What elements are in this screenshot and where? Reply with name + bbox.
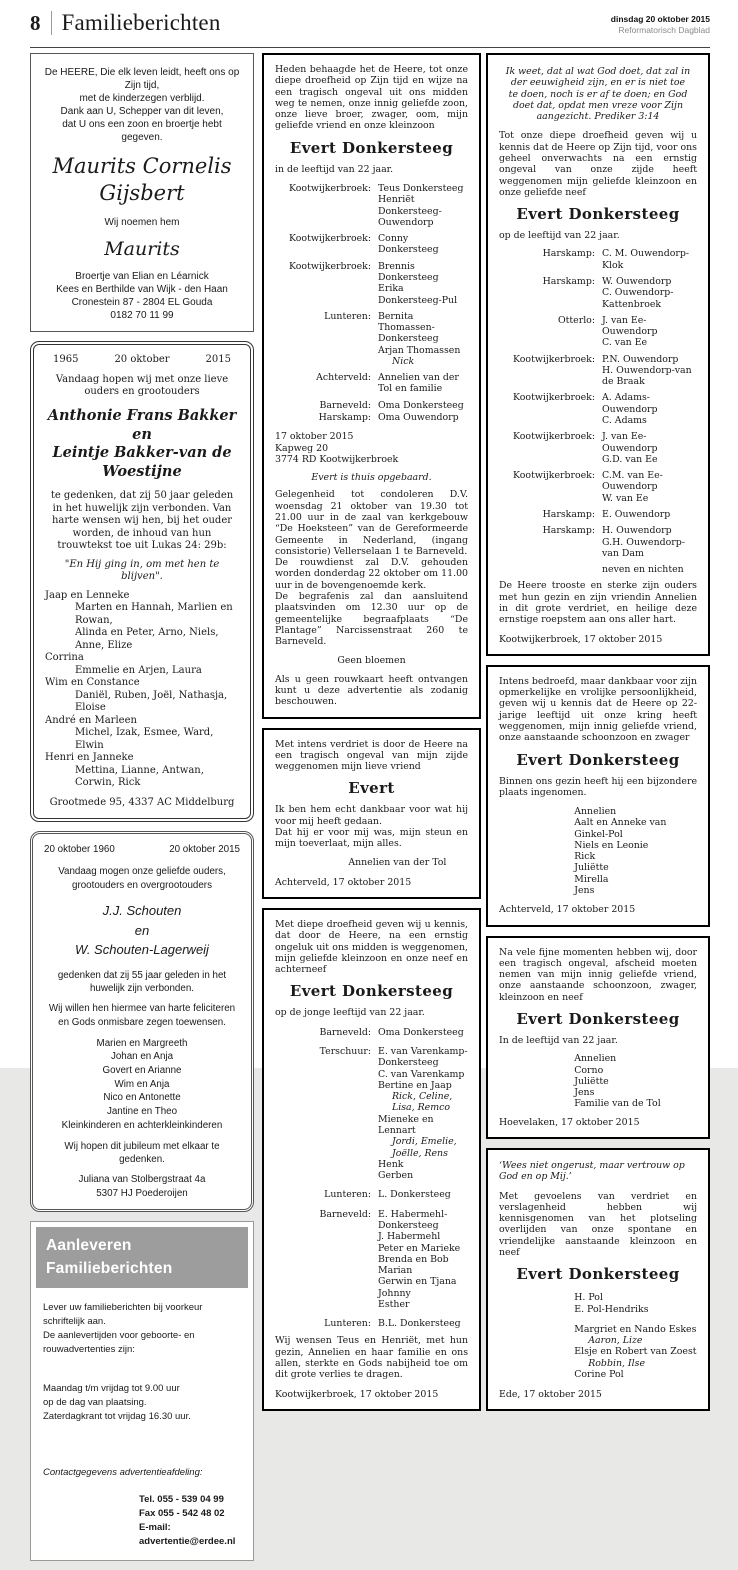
mourner-row (499, 470, 697, 504)
deceased-age: op de jonge leeftijd van 22 jaar. (275, 1007, 425, 1019)
mourner-place: Lunteren: (324, 1318, 371, 1330)
card-note: Als u geen rouwkaart heeft ontvangen kunt u deze advertentie als zodanig beschouwen. (275, 673, 468, 708)
mourner-place: Harskamp: (542, 525, 595, 537)
family-parents: André en Marleen (45, 714, 137, 726)
mourner-place: Kootwijkerbroek: (289, 182, 371, 194)
mourner-place: Harskamp: (542, 248, 595, 260)
deceased-age: op de leeftijd van 22 jaar. (499, 230, 620, 242)
obituary-inlaws-box (486, 665, 710, 927)
schouten-body: gedenken dat zij 55 jaar geleden in het huwelijk zijn verbonden. (57, 969, 227, 995)
mourner-list (499, 248, 697, 575)
mourner-list (275, 1027, 468, 1330)
submission-info-box (30, 1221, 254, 1561)
hoevelaken-intro: Na vele fijne momenten hebben wij, door een tragisch ongeval, afscheid moeten nemen van mijn innig geliefde vriend, onze aanstaande schoonzoon, zwager, kleinzoon en neef (499, 946, 697, 1003)
mourner-place: Kootwijkerbroek: (513, 392, 595, 404)
header-divider (51, 11, 52, 35)
mourner-names: A. Adams-Ouwendorp C. Adams (602, 392, 658, 427)
family-children: Mettina, Lianne, Antwan, Corwin, Rick (75, 764, 204, 789)
birth-announcement-box (30, 53, 254, 332)
family-group (45, 590, 239, 653)
ede-signatures (499, 1292, 697, 1380)
bakker-names: Anthonie Frans Bakker en Leintje Bakker-van de Woestijne (47, 406, 237, 481)
mourner-place: Lunteren: (324, 310, 371, 322)
schouten-names: J.J. Schouten en W. Schouten-Lagerweij (75, 903, 209, 958)
obituary-hoevelaken-box (486, 936, 710, 1139)
mourner-names: Oma Ouwendorp (378, 412, 459, 424)
bible-verse: Ik weet, dat al wat God doet, dat zal in der eeuwigheid zijn, en er is niet toe te doen, noch is er af te doen; en God doet dat, opdat men vreze voor Zijn aangezicht. Prediker 3:14 (505, 66, 691, 123)
friend-signature: Annelien van der Tol (348, 857, 447, 869)
bakker-family-list (45, 590, 239, 790)
family-group (45, 715, 239, 753)
mourner-row (275, 412, 468, 423)
mourner-row (499, 276, 697, 310)
friend-body: Ik ben hem echt dankbaar voor wat hij voor mij heeft gedaan. Dat hij er voor mij was, mijn steun en mijn toeverlaat, mijn alles. (275, 804, 468, 850)
bakker-dates (45, 354, 239, 367)
deceased-name: Evert Donkersteeg (516, 205, 680, 224)
family-children: Michel, Izak, Esmee, Ward, Elwin (75, 727, 214, 751)
right-column (486, 53, 710, 1420)
ede-family-1: Margriet en Nando Eskes (574, 1323, 697, 1335)
mourner-place: Achterveld: (316, 372, 371, 384)
mourner-row (499, 248, 697, 271)
mourner-names: C.M. van Ee-Ouwendorp W. van Ee (602, 470, 663, 504)
schouten-date-from: 20 oktober 1960 (44, 844, 115, 856)
mourner-row (275, 1046, 468, 1181)
mourner-row (275, 1189, 468, 1200)
obituary-friend-box (262, 728, 481, 900)
mourner-row (499, 392, 697, 426)
left-column (30, 53, 254, 1570)
obituary-grandma-box (262, 908, 481, 1411)
mourner-names: Henk Gerben (378, 1158, 414, 1182)
grandma-intro: Met diepe droefheid geven wij u kennis, dat door de Heere, na een ernstig ongeluk uit ons midden is weggenomen, mijn geliefde kleinzoon en onze neef en achterneef (275, 919, 468, 976)
bible-verse: ‘Wees niet ongerust, maar vertrouw op God en op Mij.’ (499, 1159, 685, 1183)
mourner-names: Teus Donkersteeg Henriët Donkersteeg-Ouwendorp (378, 182, 464, 228)
opgebaard-note: Evert is thuis opgebaard. (311, 472, 432, 484)
mourner-names: Mieneke en Lennart (378, 1113, 434, 1136)
mourner-place: Barneveld: (319, 399, 371, 411)
family-parents: Jaap en Lenneke (45, 589, 130, 601)
mourner-place: Harskamp: (318, 412, 371, 424)
mourner-names: J. van Ee-Ouwendorp G.D. van Ee (602, 431, 658, 465)
anniversary-schouten-box (30, 831, 254, 1212)
no-flowers-note: Geen bloemen (337, 655, 406, 667)
condolence-details: Gelegenheid tot condoleren D.V. woensdag 21 oktober van 19.30 tot 21.00 uur in de zaal van kerkgebouw “De Hoeksteen” van de Gereformeerde Gemeente in Nederland, (ingang consistorie) Vellerselaan 1 te Barneveld. De rouwdienst zal D.V. gehouden worden donderdag 22 oktober om 11.00 uur in de bovengenoemde kerk. De begrafenis zal dan aansluitend plaatsvinden om 12.30 uur op de gemeentelijke begraafplaats “De Plantage” Narcissenstraat 260 te Barneveld. (275, 489, 468, 648)
mourner-list (275, 183, 468, 423)
mourner-names: Conny Donkersteeg (378, 233, 439, 256)
mourner-place: Barneveld: (319, 1026, 371, 1038)
mourner-row (275, 1209, 468, 1311)
mourner-place: Kootwijkerbroek: (513, 431, 595, 443)
mourner-names: Oma Donkersteeg (378, 1026, 464, 1038)
mourner-place: Terschuur: (319, 1046, 371, 1057)
paper-name: Reformatorisch Dagblad (618, 25, 710, 36)
mourner-names: B.L. Donkersteeg (378, 1318, 461, 1330)
mourner-names: Annelien van der Tol en familie (378, 372, 459, 395)
birth-name-full: Maurits Cornelis Gijsbert (52, 154, 232, 206)
mourner-place: Harskamp: (542, 509, 595, 520)
ede-intro: Met gevoelens van verdriet en verslagenheid hebben wij kennisgenomen van het plotseling overlijden van onze spontane en vriendelijke aanstaande kleinzoon en neef (499, 1190, 697, 1258)
mourner-place: Kootwijkerbroek: (513, 353, 595, 365)
mourner-row (499, 431, 697, 465)
grand-closing: De Heere trooste en sterke zijn ouders met hun gezin en zijn vriendin Annelien in dit grote verdriet, en heilige deze ernstige roepstem aan ons aller hart. (499, 580, 697, 626)
schouten-dates (44, 843, 240, 857)
grand-place-date: Kootwijkerbroek, 17 oktober 2015 (499, 633, 663, 645)
friend-intro: Met intens verdriet is door de Heere na een tragisch ongeval van mijn zijde weggenomen mijn lieve vriend (275, 738, 468, 773)
mourner-row (275, 1318, 468, 1329)
mourner-row (275, 183, 468, 228)
deceased-name: Evert Donkersteeg (516, 750, 680, 769)
inlaws-place-date: Achterveld, 17 oktober 2015 (499, 904, 636, 916)
issue-date: dinsdag 20 oktober 2015 (610, 14, 710, 24)
family-group (45, 677, 239, 715)
friend-place-date: Achterveld, 17 oktober 2015 (275, 876, 412, 888)
page-number: 8 (30, 11, 41, 35)
family-parents: Henri en Janneke (45, 752, 134, 764)
section-title: Familieberichten (61, 10, 221, 35)
bakker-year-from: 1965 (53, 354, 79, 366)
deceased-name: Evert Donkersteeg (289, 138, 454, 157)
family-group (45, 652, 239, 677)
ede-family-3: Corine Pol (574, 1368, 624, 1380)
mourner-row (275, 372, 468, 395)
mourner-names: Oma Donkersteeg (378, 399, 464, 411)
mourner-place: Kootwijkerbroek: (289, 233, 371, 245)
mourner-row (275, 1027, 468, 1038)
schouten-hope: Wij hopen dit jubileum met elkaar te gedenken. (64, 1140, 220, 1166)
mourner-row (275, 400, 468, 411)
obituary-grandparents-box (486, 53, 710, 656)
mourner-names: W. Ouwendorp C. Ouwendorp-Kattenbroek (602, 275, 674, 310)
mourner-grandchildren: Nick (392, 355, 415, 367)
mourner-names: J. van Ee-Ouwendorp C. van Ee (602, 314, 658, 349)
submission-header: Aanleveren Familieberichten (36, 1227, 248, 1288)
submission-times: Maandag t/m vrijdag tot 9.00 uur op de dag van plaatsing. Zaterdagkrant tot vrijdag 16.30 uur. (43, 1383, 191, 1422)
mourner-grandchildren: Jordi, Emelie, Joëlle, Rens (392, 1136, 457, 1159)
inlaws-intro: Intens bedroefd, maar dankbaar voor zijn opmerkelijke en vrolijke persoonlijkheid, geven wij u kennis dat de Heere op 22-jarige leeftijd uit onze kring heeft weggenomen, mijn innig geliefde vriend, onze aanstaande schoonzoon en zwager (499, 675, 697, 744)
mourner-names: E. Habermehl-Donkersteeg J. Habermehl Peter en Marieke Brenda en Bob Marian Gerwin en Tjana Johnny Esther (378, 1208, 461, 1310)
deceased-age: in de leeftijd van 22 jaar. (275, 163, 394, 175)
mourner-row (499, 525, 697, 559)
submission-contact-label: Contactgegevens advertentieafdeling: (43, 1466, 203, 1478)
deceased-name: Evert Donkersteeg (516, 1265, 680, 1284)
submission-intro: Lever uw familieberichten bij voorkeur schriftelijk aan. De aanlevertijden voor geboorte- en rouwadvertenties zijn: (43, 1302, 203, 1355)
mourner-row (275, 233, 468, 256)
bakker-year-to: 2015 (205, 354, 231, 366)
mourner-row (275, 261, 468, 306)
inlaws-names: Annelien Aalt en Anneke van Ginkel-Pol Niels en Leonie Rick Juliëtte Mirella Jens (574, 806, 667, 897)
hoevelaken-names: Annelien Corno Juliëtte Jens Familie van de Tol (574, 1053, 661, 1110)
family-group (45, 752, 239, 790)
obituary-main-box (262, 53, 481, 719)
bakker-date-mid: 20 oktober (114, 354, 170, 366)
bakker-intro: Vandaag hopen wij met onze lieve ouders en grootouders (55, 373, 229, 398)
birth-name-short: Maurits (104, 237, 180, 260)
birth-details: Broertje van Elian en Léarnick Kees en Berthilde van Wijk - den Haan Cronestein 87 - 2804 EL Gouda 0182 70 11 99 (56, 271, 228, 322)
mourner-names: Brennis Donkersteeg Erika Donkersteeg-Pul (378, 260, 458, 306)
mourner-place: Kootwijkerbroek: (513, 470, 595, 482)
anniversary-bakker-box (30, 341, 254, 822)
family-children: Marten en Hannah, Marlien en Rowan, Alinda en Peter, Arno, Niels, Anne, Elize (75, 602, 233, 651)
mourner-names: L. Donkersteeg (378, 1189, 451, 1201)
schouten-family: Marien en Margreeth Johan en Anja Govert en Arianne Wim en Anja Nico en Antonette Jantine en Theo Kleinkinderen en achterkleinkinderen (61, 1037, 223, 1131)
schouten-date-to: 20 oktober 2015 (169, 844, 240, 856)
grand-intro: Tot onze diepe droefheid geven wij u kennis dat de Heere op Zijn tijd, voor ons geheel onverwachts na een ernstig ongeval van onze zijde heeft weggenomen mijn geliefde kleinzoon en onze geliefde neef (499, 130, 697, 198)
mourner-place: Otterlo: (557, 314, 595, 326)
deceased-name: Evert Donkersteeg (289, 982, 454, 1001)
funeral-address: 17 oktober 2015 Kapweg 20 3774 RD Kootwijkerbroek (275, 431, 399, 465)
hoevelaken-place-date: Hoevelaken, 17 oktober 2015 (499, 1116, 640, 1128)
inlaws-body: Binnen ons gezin heeft hij een bijzondere plaats ingenomen. (499, 775, 697, 798)
grandma-place-date: Kootwijkerbroek, 17 oktober 2015 (275, 1388, 439, 1400)
deceased-name: Evert Donkersteeg (516, 1010, 680, 1028)
middle-column (262, 53, 481, 1420)
cousins-note: neven en nichten (602, 564, 684, 576)
family-children: Daniël, Ruben, Joël, Nathasja, Eloise (75, 689, 228, 714)
schouten-intro: Vandaag mogen onze geliefde ouders, grootouders en overgrootouders (58, 865, 226, 891)
ede-place-date: Ede, 17 oktober 2015 (499, 1389, 602, 1401)
ede-family-2: Elsje en Robert van Zoest (574, 1346, 697, 1358)
mourner-names: E. van Varenkamp-Donkersteeg C. van Varenkamp Bertine en Jaap (378, 1046, 468, 1091)
mourner-row (275, 311, 468, 367)
mourner-place: Lunteren: (324, 1189, 371, 1201)
schouten-address: Juliana van Stolbergstraat 4a 5307 HJ Poederoijen (78, 1173, 206, 1199)
obituary-intro: Heden behaagde het de Heere, tot onze diepe droefheid op Zijn tijd en wijze na een tragisch ongeval uit ons midden weg te nemen, onze innig geliefde zoon, onze lieve broer, zwager, oom, mijn geliefde vriend en onze kleinzoon (275, 64, 468, 132)
obituary-ede-box (486, 1148, 710, 1412)
mourner-grandchildren: Rick, Celine, Lisa, Remco (392, 1091, 453, 1114)
mourner-place: Harskamp: (542, 275, 595, 287)
schouten-wish: Wij willen hen hiermee van harte feliciteren en Gods onmisbare zegen toewensen. (48, 1003, 236, 1028)
submission-contact: Tel. 055 - 539 04 99 Fax 055 - 542 48 02 E-mail: advertentie@erdee.nl (139, 1494, 236, 1547)
bakker-body: te gedenken, dat zij 50 jaar geleden in het huwelijk zijn verbonden. Van harte wensen wij hen, bij het ouder worden, de inhoud van hun trouwtekst toe uit Lukas 24: 29b: (50, 490, 234, 552)
grandma-closing: Wij wensen Teus en Henriët, met hun gezin, Annelien en haar familie en ons allen, sterkte en Gods nabijheid toe om dit grote verlies te dragen. (275, 1335, 468, 1381)
mourner-place: Kootwijkerbroek: (289, 260, 371, 272)
family-children: Emmelie en Arjen, Laura (75, 664, 202, 676)
mourner-row (499, 354, 697, 388)
ede-family-2-children: Robbin, Ilse (588, 1357, 645, 1369)
ede-family-1-children: Aaron, Lize (588, 1335, 643, 1347)
mourner-names: H. Ouwendorp G.H. Ouwendorp-van Dam (602, 525, 685, 559)
mourner-place: Barneveld: (319, 1208, 371, 1220)
bakker-quote: "En Hij ging in, om met hen te blijven". (64, 558, 220, 583)
mourner-names: P.N. Ouwendorp H. Ouwendorp-van de Braak (602, 353, 692, 388)
family-parents: Wim en Constance (45, 677, 140, 689)
ede-grandparents: H. Pol E. Pol-Hendriks (574, 1292, 649, 1315)
birth-verse: De HEERE, Die elk leven leidt, heeft ons op Zijn tijd, met de kinderzegen verblijd. Dank aan U, Schepper van dit leven, dat U ons een zoon en broertje hebt gegeven. (44, 67, 240, 143)
bakker-address: Grootmede 95, 4337 AC Middelburg (49, 796, 235, 808)
deceased-age: In de leeftijd van 22 jaar. (499, 1035, 618, 1046)
mourner-names: C. M. Ouwendorp-Klok (602, 248, 689, 271)
mourner-names: E. Ouwendorp (602, 509, 671, 520)
family-parents: Corrina (45, 652, 84, 664)
mourner-row (499, 315, 697, 349)
mourner-row (499, 509, 697, 520)
birth-we-call: Wij noemen hem (104, 216, 180, 228)
deceased-name: Evert (348, 779, 395, 798)
mourner-names: Bernita Thomassen-Donkersteeg Arjan Thomassen (378, 310, 461, 356)
page-header (30, 10, 710, 44)
header-rule (30, 47, 710, 48)
